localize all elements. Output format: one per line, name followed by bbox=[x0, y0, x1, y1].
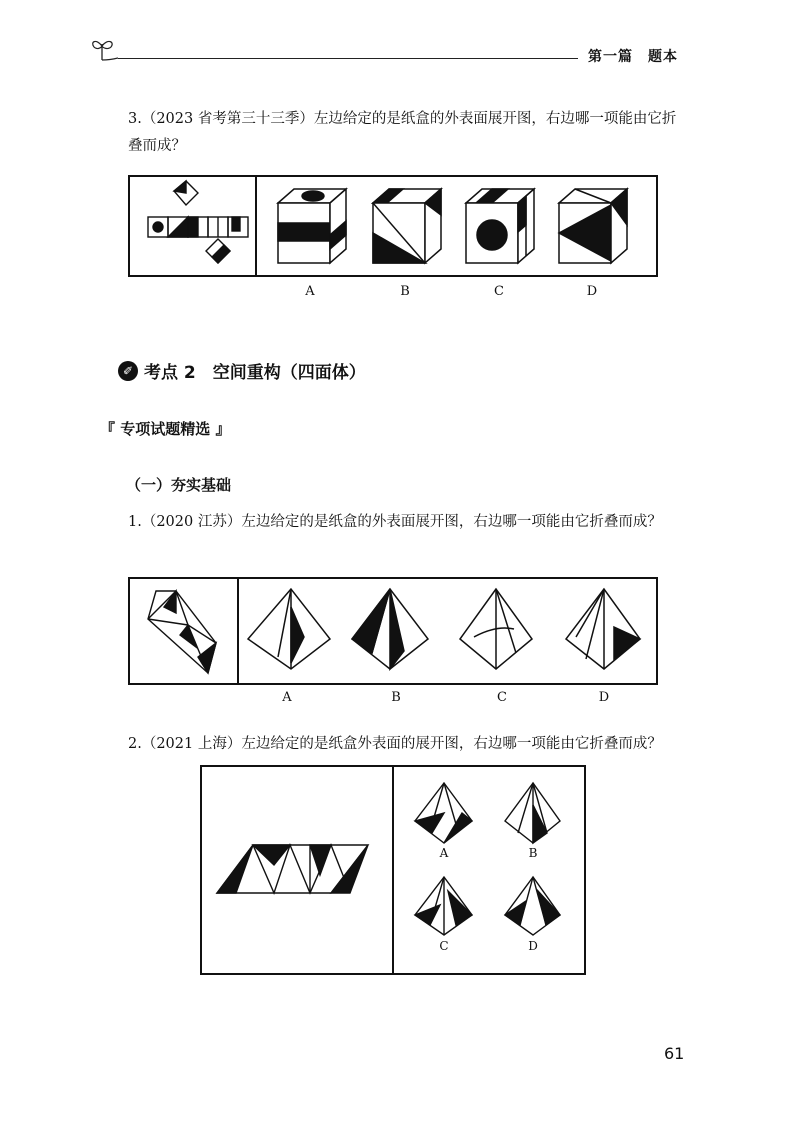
option-d-tetra bbox=[505, 877, 560, 935]
pencil-icon: ✐ bbox=[118, 361, 138, 381]
section-title-text: 考点 2 空间重构（四面体） bbox=[144, 363, 366, 383]
option-a-tetra bbox=[415, 783, 472, 843]
sprout-icon bbox=[88, 36, 118, 62]
q1-option-label-a: A bbox=[282, 690, 292, 705]
q2-option-label-c: C bbox=[439, 939, 449, 953]
option-a-cube bbox=[278, 189, 346, 263]
q1-option-label-b: B bbox=[391, 690, 401, 705]
option-d-cube bbox=[559, 189, 627, 263]
q1-option-label-c: C bbox=[497, 690, 507, 705]
q2-option-label-a: A bbox=[439, 846, 449, 860]
q2-option-label-b: B bbox=[528, 846, 538, 860]
option-d-tetra bbox=[566, 589, 640, 669]
basics-title: （一）夯实基础 bbox=[126, 476, 232, 494]
q3-option-label-c: C bbox=[494, 284, 504, 299]
q3-option-label-a: A bbox=[305, 284, 315, 299]
question-2-text: 2.（2021 上海）左边给定的是纸盒外表面的展开图，右边哪一项能由它折叠而成？ bbox=[128, 736, 662, 752]
tetrahedron-net bbox=[148, 591, 216, 673]
option-a-tetra bbox=[248, 589, 330, 669]
q3-option-label-b: B bbox=[400, 284, 410, 299]
option-b-cube bbox=[373, 189, 441, 263]
question-1-text: 1.（2020 江苏）左边给定的是纸盒的外表面展开图，右边哪一项能由它折叠而成？ bbox=[128, 514, 662, 530]
question-3-figure bbox=[128, 175, 658, 277]
option-b-tetra bbox=[505, 783, 560, 843]
cube-net bbox=[148, 181, 248, 263]
q1-option-label-d: D bbox=[598, 690, 610, 705]
q2-option-label-d: D bbox=[528, 939, 538, 953]
section-title bbox=[118, 358, 366, 383]
selection-title: 『 专项试题精选 』 bbox=[100, 420, 231, 438]
option-c-tetra bbox=[415, 877, 472, 935]
page-number: 61 bbox=[664, 1044, 685, 1063]
q3-option-label-d: D bbox=[586, 284, 598, 299]
header-title: 第一篇 题本 bbox=[588, 49, 678, 65]
question-3-text: 3.（2023 省考第三十三季）左边给定的是纸盒的外表面展开图，右边哪一项能由它折叠而成？ bbox=[128, 111, 677, 154]
option-b-tetra bbox=[352, 589, 428, 669]
tetrahedron-net bbox=[217, 845, 368, 893]
header-rule bbox=[118, 58, 578, 59]
question-1-figure bbox=[128, 577, 658, 685]
option-c-tetra bbox=[460, 589, 532, 669]
option-c-cube bbox=[466, 189, 534, 263]
